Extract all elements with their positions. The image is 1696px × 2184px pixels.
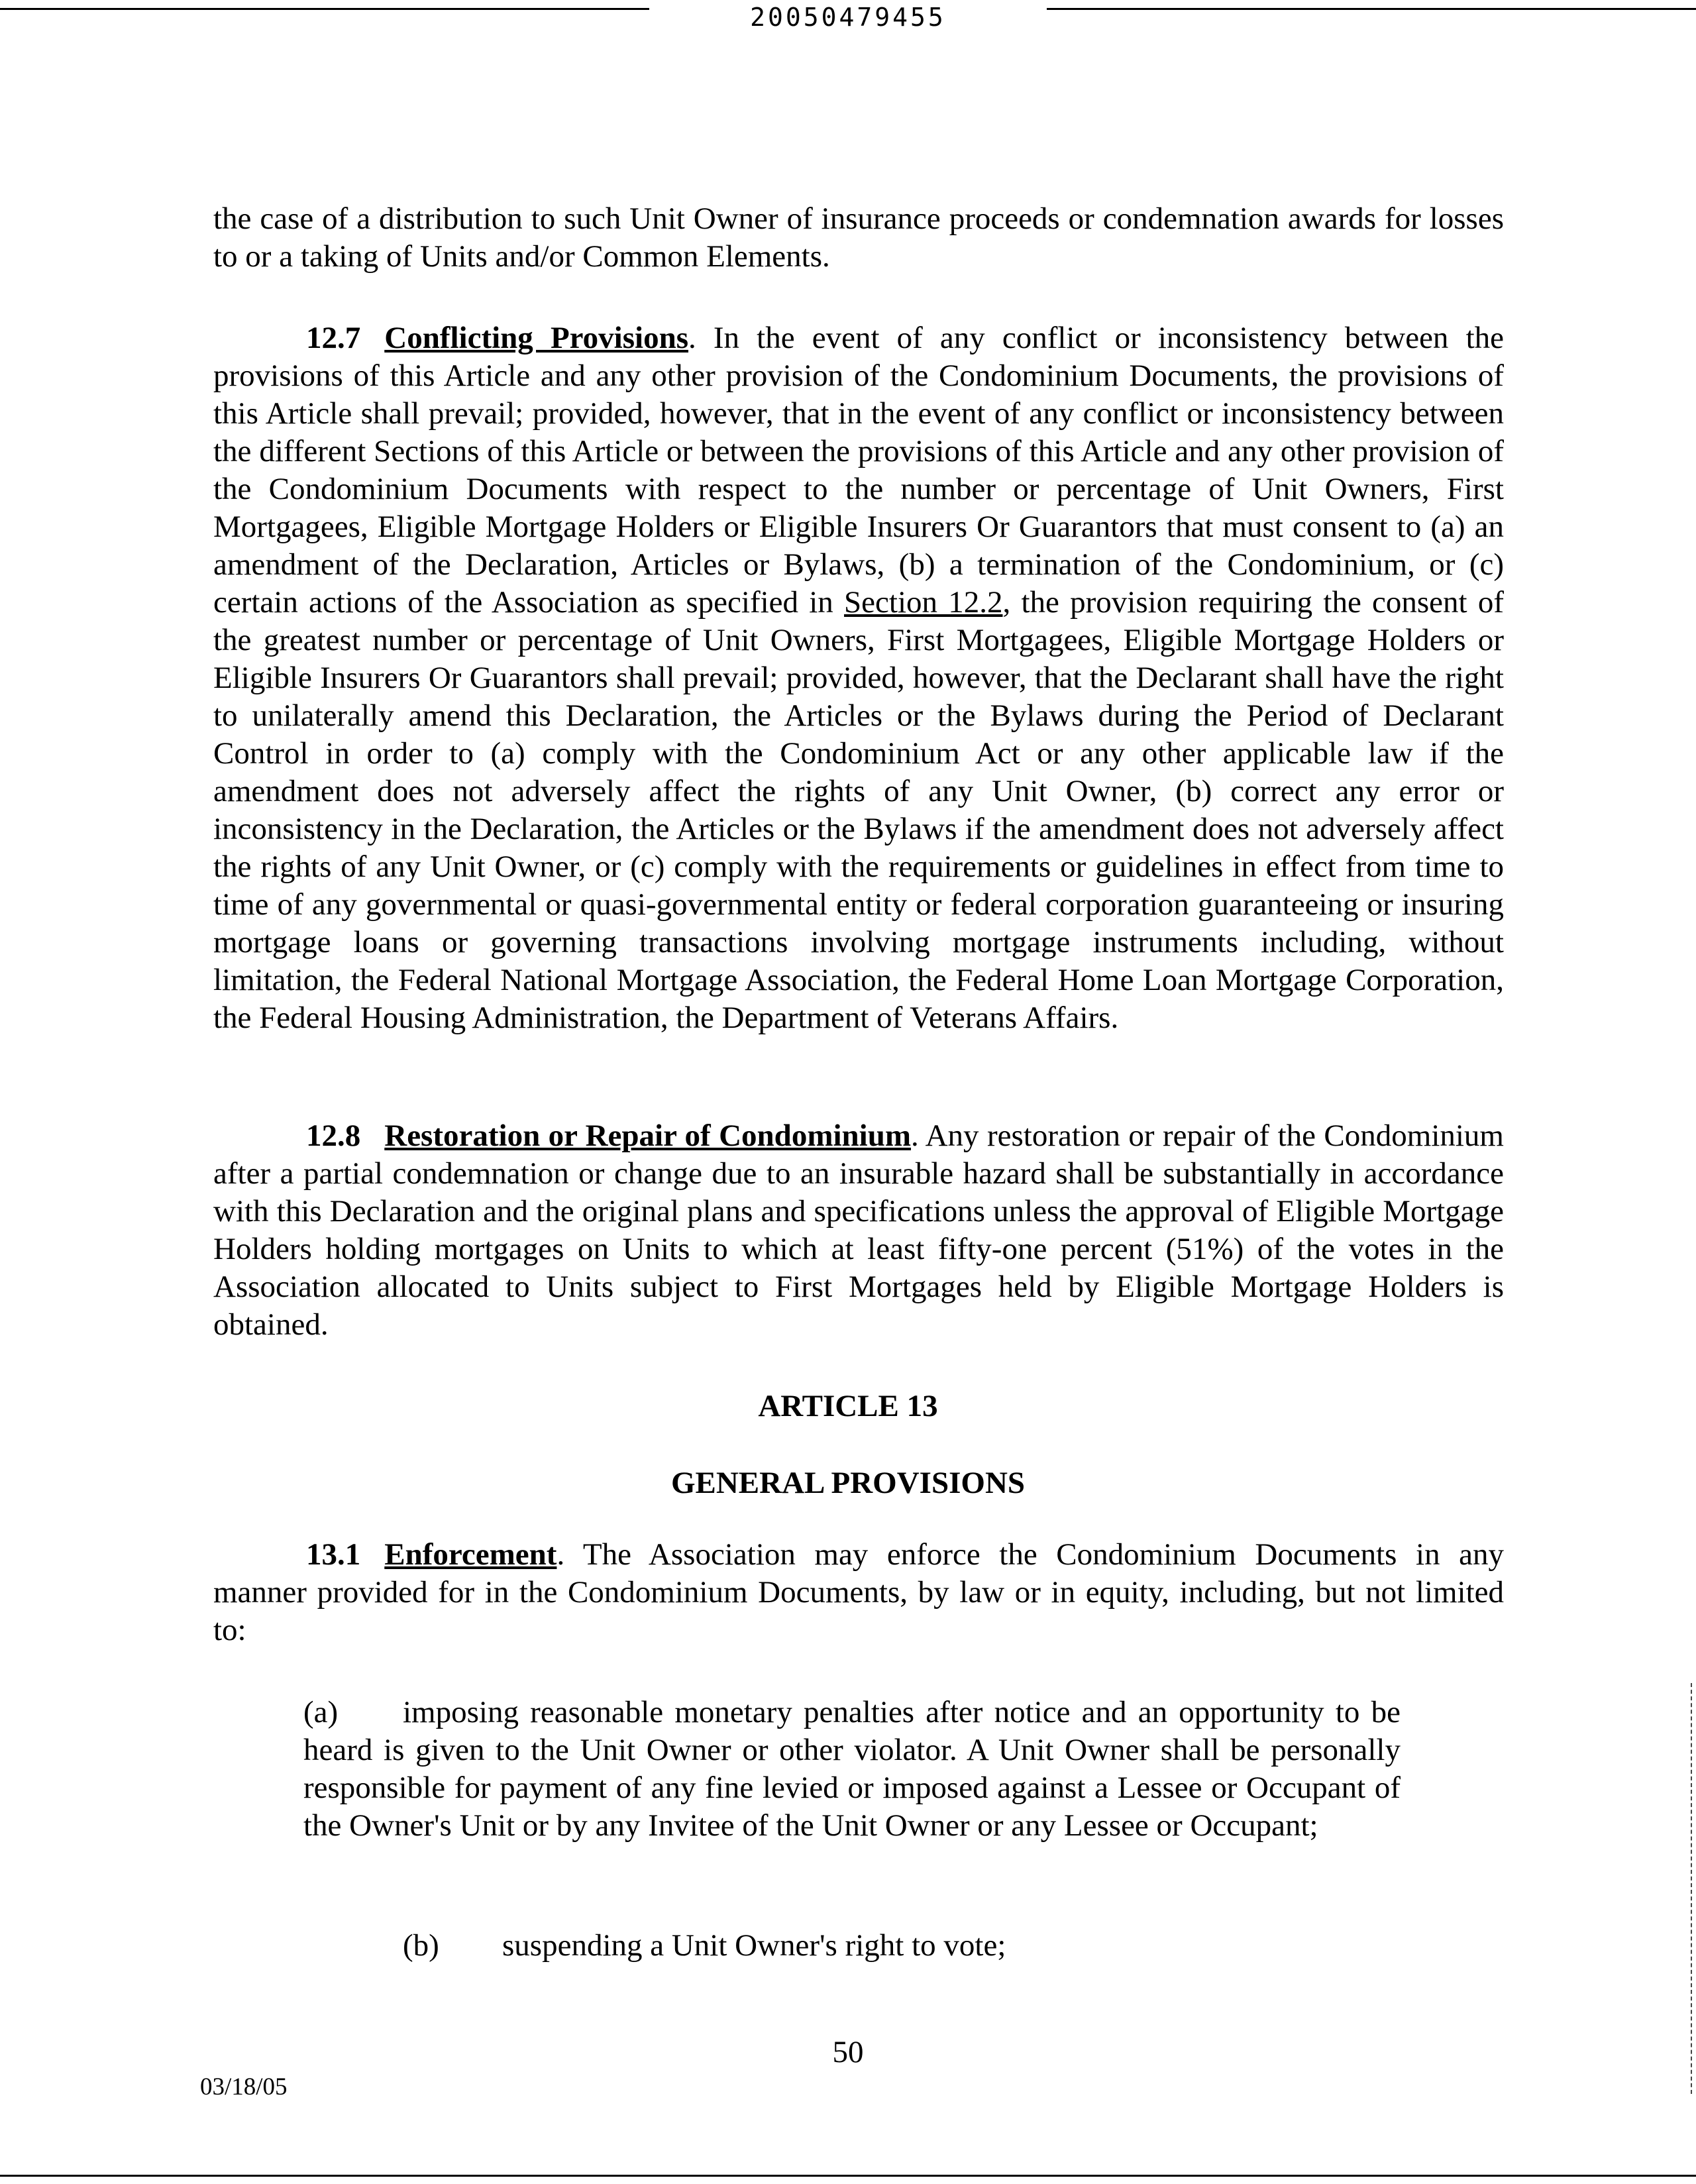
list-item-label: (b): [403, 1928, 439, 1963]
list-item-label: (a): [303, 1695, 339, 1729]
section-title: Enforcement: [384, 1537, 557, 1572]
section-number: 12.8: [306, 1119, 361, 1153]
article-heading: ARTICLE 13: [758, 1389, 938, 1423]
list-item-b: [303, 1927, 1401, 1965]
section-text: . In the event of any conflict or inconsistency between the provisions of this Article and any other provision of the Condominium Documents, the provisions of this Article shall prevail; provided, however, that in the event of any conflict or inconsistency between the different Sections of this Article or between the provisions of this Article and any other provision of the Condominium Documents with respect to the number or percentage of Unit Owners, First Mortgagees, Eligible Mortgage Holders or Eligible Insurers Or Guarantors that must consent to (a) an amendment of the Declaration, Articles or Bylaws, (b) a termination of the Condominium, or (c) certain actions of the Association as specified in: [213, 321, 1504, 620]
list-item-text: suspending a Unit Owner's right to vote;: [502, 1928, 1006, 1963]
section-12-8: [213, 1117, 1504, 1344]
section-title: Conflicting Provisions: [384, 321, 688, 355]
paragraph-continuation: [213, 200, 1504, 276]
article-subheading: GENERAL PROVISIONS: [670, 1466, 1026, 1500]
section-cross-reference: Section 12.2: [844, 585, 1003, 620]
section-13-1: [213, 1536, 1504, 1649]
section-title: Restoration or Repair of Condominium: [384, 1119, 912, 1153]
section-number: 12.7: [306, 321, 361, 355]
list-item-a: [303, 1694, 1401, 1845]
section-number: 13.1: [306, 1537, 361, 1572]
section-text: . Any restoration or repair of the Condominium after a partial condemnation or change due to an insurable hazard shall be substantially in accordance with this Declaration and the original plans and specifications unless the approval of Eligible Mortgage Holders holding mortgages on Units to which at least fifty-one percent (51%) of the votes in the Association allocated to Units subject to First Mortgages held by Eligible Mortgage Holders is obtained.: [213, 1119, 1504, 1342]
document-number: 20050479455: [750, 3, 946, 32]
paragraph-continuation-text: the case of a distribution to such Unit Owner of insurance proceeds or condemnation awards for losses to or a taking of Units and/or Common Elements.: [213, 201, 1504, 274]
section-12-7: [213, 319, 1504, 1037]
footer-date: 03/18/05: [200, 2073, 288, 2101]
scan-right-edge: [1691, 1683, 1692, 2094]
section-text-continued: , the provision requiring the consent of the greatest number or percentage of Unit Owners, First Mortgagees, Eligible Mortgage Holders or Eligible Insurers Or Guarantors shall prevail; provided, however, that the Declarant shall have the right to unilaterally amend this Declaration, the Articles or the Bylaws during the Period of Declarant Control in order to (a) comply with the Condominium Act or any other applicable law if the amendment does not adversely affect the rights of any Unit Owner, (b) correct any error or inconsistency in the Declaration, the Articles or the Bylaws if the amendment does not adversely affect the rights of any Unit Owner, or (c) comply with the requirements or guidelines in effect from time to time of any governmental or quasi-governmental entity or federal corporation guaranteeing or insuring mortgage loans or governing transactions involving mortgage instruments including, without limitation, the Federal National Mortgage Association, the Federal Home Loan Mortgage Corporation, the Federal Housing Administration, the Department of Veterans Affairs.: [213, 585, 1504, 1035]
page-number: 50: [832, 2035, 864, 2069]
scan-bottom-border: [0, 2175, 1696, 2177]
list-item-text: imposing reasonable monetary penalties after notice and an opportunity to be heard is given to the Unit Owner or other violator. A Unit Owner shall be personally responsible for payment of any fine levied or imposed against a Lessee or Occupant of the Owner's Unit or by any Invitee of the Unit Owner or any Lessee or Occupant;: [303, 1695, 1401, 1843]
section-text: . The Association may enforce the Condominium Documents in any manner provided for in the Condominium Documents, by law or in equity, including, but not limited to:: [213, 1537, 1504, 1647]
